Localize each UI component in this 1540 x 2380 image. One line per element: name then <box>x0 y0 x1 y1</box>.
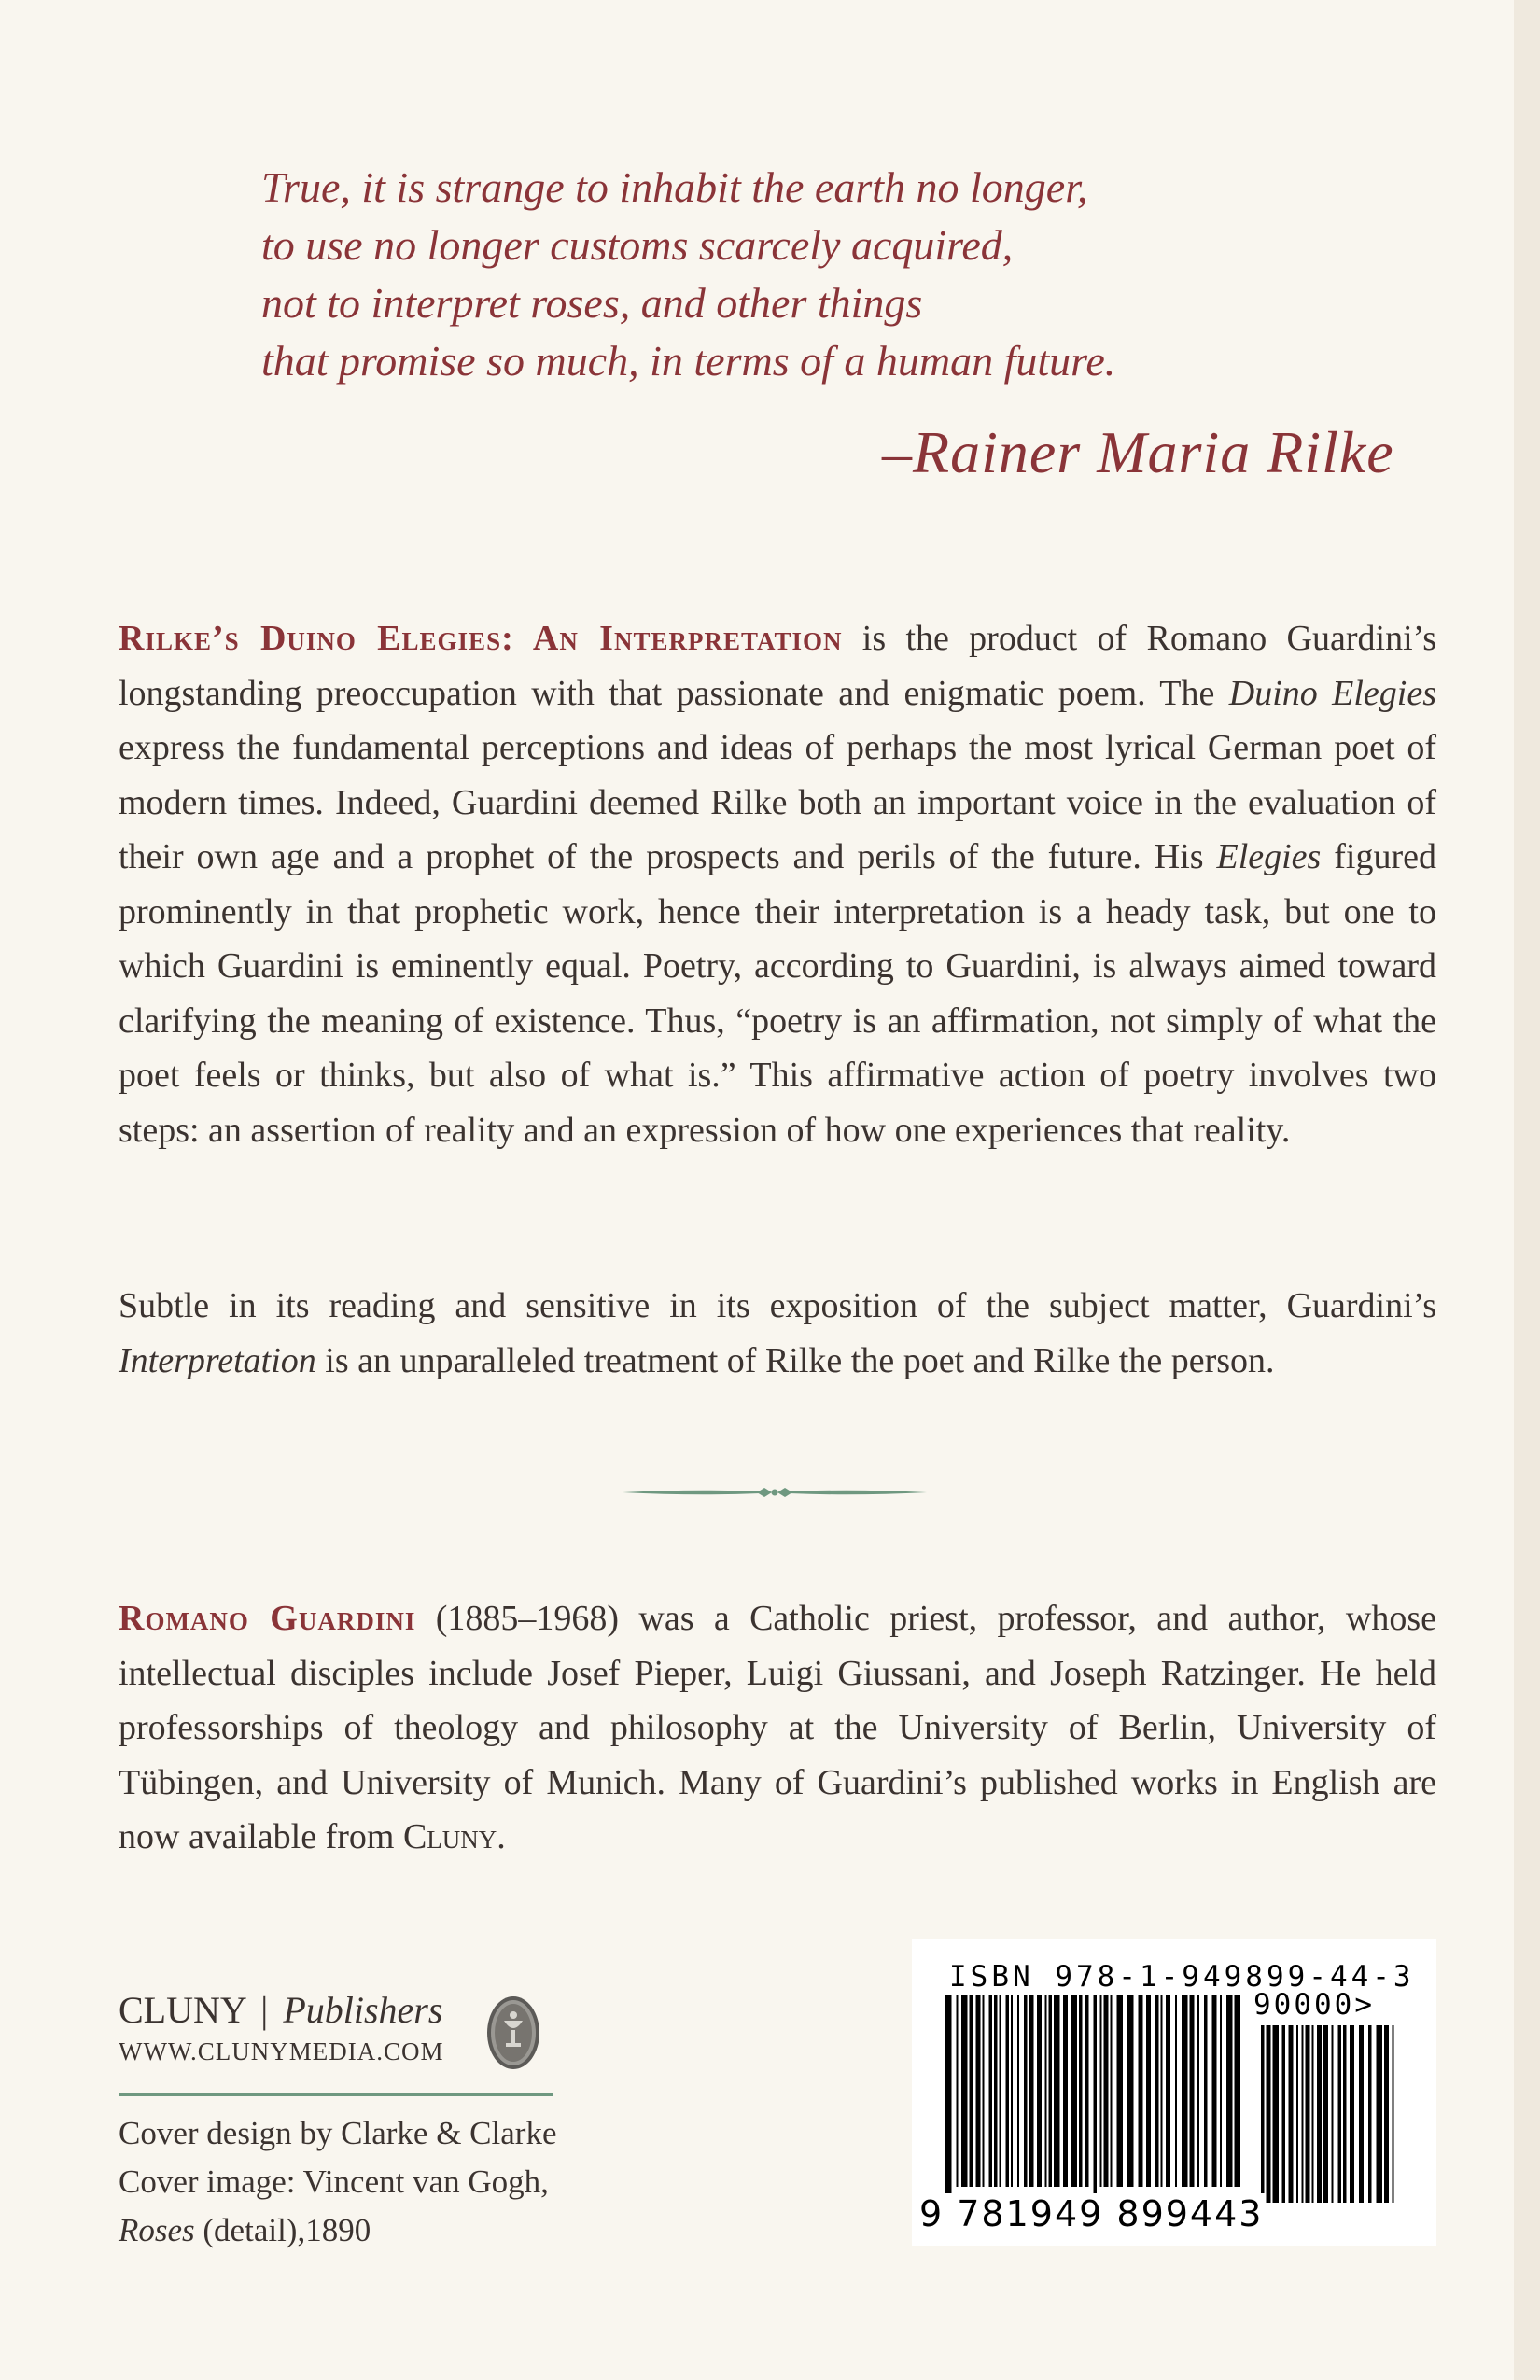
barcode-bar <box>1166 1995 1170 2187</box>
barcode-bar <box>1063 1995 1068 2187</box>
book-title: Rilke’s Duino Elegies: An Interpretation <box>119 619 843 658</box>
barcode-bar <box>1037 1995 1042 2187</box>
barcode-bar <box>1273 2025 1280 2203</box>
barcode-bar <box>1317 2025 1322 2203</box>
barcode-bar <box>1182 1995 1188 2187</box>
barcode-bar <box>1175 1995 1177 2187</box>
barcode-bar <box>994 1995 998 2187</box>
barcode-bar <box>1146 1995 1151 2187</box>
italic-title: Interpretation <box>119 1340 316 1380</box>
barcode-bar <box>1049 1995 1053 2187</box>
barcode-bar <box>1006 1995 1010 2187</box>
barcode-bar <box>1261 2025 1265 2203</box>
barcode-bar <box>1111 1995 1113 2187</box>
epigraph-line: that promise so much, in terms of a human future. <box>261 337 1116 385</box>
barcode-bar <box>1220 1995 1222 2187</box>
epigraph-line: not to interpret roses, and other things <box>261 279 923 327</box>
barcode-bar <box>1226 1995 1233 2187</box>
barcode-bar <box>1302 2025 1304 2203</box>
italic-title: Duino Elegies <box>1228 673 1436 713</box>
publisher-label: Publishers <box>283 1989 443 2031</box>
barcode-bar <box>1127 1995 1134 2187</box>
barcode-bar <box>1296 2025 1298 2203</box>
barcode-bar <box>1117 1995 1124 2187</box>
barcode-bar <box>1029 1995 1034 2187</box>
author-name: Romano Guardini <box>119 1599 416 1638</box>
barcode-bar <box>1204 1995 1208 2187</box>
barcode-bar <box>945 1995 952 2205</box>
barcode-bar <box>1384 2025 1389 2203</box>
epigraph-attribution: –Rainer Maria Rilke <box>882 419 1394 485</box>
barcode-digits-text: 9 781949 899443 <box>919 2193 1264 2234</box>
cover-image-credit: Cover image: Vincent van Gogh, <box>119 2163 549 2200</box>
publisher-url: WWW.CLUNYMEDIA.COM <box>119 2037 444 2065</box>
publisher-separator: | <box>260 1989 269 2031</box>
barcode-bar <box>1282 2025 1286 2203</box>
barcode-bar <box>976 1995 981 2187</box>
barcode-bar <box>961 1995 968 2187</box>
italic-title: Elegies <box>1216 837 1322 876</box>
barcode-bar <box>1197 1995 1199 2187</box>
description-text: figured prominently in that prophetic work, hence their interpretation is a heady task, but one to which Guardini is eminently equal. Poetry, according to Guardini, is always aimed toward clarifying the meaning of existence. Thus, “poetry is an affirmation, not simply of what the poet feels or thinks, but also of what is.” This affirmative action of poetry involves two steps: an assertion of reality and an expression of how one experiences that reality. <box>119 837 1437 1150</box>
barcode-bar <box>1011 1995 1013 2187</box>
barcode-bar <box>1368 2025 1372 2203</box>
barcode-bar <box>1094 1995 1098 2205</box>
barcode-bar <box>1332 2025 1334 2203</box>
epigraph-line: True, it is strange to inhabit the earth no longer, <box>261 163 1088 211</box>
barcode-bar <box>1289 2025 1294 2203</box>
barcode-bar <box>1306 2025 1310 2203</box>
barcode-bar <box>1235 1995 1241 2187</box>
author-bio <box>119 1591 1436 1865</box>
publisher-wordmark: CLUNY <box>119 1989 246 2031</box>
barcode-bar <box>1323 2025 1328 2203</box>
barcode-bar <box>1071 1995 1078 2187</box>
bio-end: . <box>497 1817 506 1856</box>
page-edge <box>1514 0 1540 2380</box>
publisher-reference: Cluny <box>402 1817 497 1856</box>
barcode-bar <box>1024 1995 1028 2187</box>
barcode-bar <box>1104 1995 1109 2187</box>
description-text: express the fundamental perceptions and ideas of perhaps the most lyrical German poet of modern times. Indeed, Guardini deemed Rilke both an important voice in the evaluation of their own age and a prophet of the prospects and perils of the future. His <box>119 728 1436 876</box>
barcode-bar <box>1017 1995 1019 2187</box>
barcode-bar <box>1100 1995 1102 2187</box>
barcode-digits <box>917 2193 1265 2234</box>
bio-text: (1885–1968) was a Catholic priest, professor, and author, whose intellectual disciples include Josef Pieper, Luigi Giussani, and Joseph Ratzinger. He held professorships of theology and philosophy at the University of Berlin, University of Tübingen, and University of Munich. Many of Guardini’s published works in English are now available from <box>119 1599 1436 1856</box>
isbn-label: ISBN 978-1-949899-44-3 <box>949 1960 1415 1994</box>
barcode-bar <box>1267 2025 1271 2203</box>
cover-image-detail: (detail),1890 <box>194 2212 371 2248</box>
description-text: is an unparalleled treatment of Rilke the poet and Rilke the person. <box>315 1340 1275 1380</box>
barcode-bar <box>1393 2025 1394 2203</box>
barcode-bar <box>1212 1995 1217 2187</box>
barcode-bar <box>1338 2025 1342 2203</box>
description-text: Subtle in its reading and sensitive in its exposition of the subject matter, Guardini’s <box>119 1286 1436 1325</box>
barcode-bar <box>1343 2025 1347 2203</box>
barcode-bar <box>1350 2025 1354 2203</box>
description-text: is the product of Romano Guardini’s longstanding preoccupation with that passionate and enigmatic poem. The <box>119 619 1436 713</box>
cover-image-title-line <box>119 2206 679 2255</box>
barcode-bar <box>1190 1995 1195 2187</box>
barcode-bar <box>957 1995 959 2187</box>
barcode-bar <box>1000 1995 1001 2187</box>
barcode-bar <box>989 1995 993 2187</box>
barcode-bar <box>1161 1995 1163 2187</box>
barcode-addon-bars <box>1259 2025 1408 2221</box>
barcode-bar <box>1377 2025 1383 2203</box>
barcode-bar <box>983 1995 985 2187</box>
barcode-bar <box>1085 1995 1089 2187</box>
barcode-bar <box>1045 1995 1047 2187</box>
barcode-bar <box>1359 2025 1364 2203</box>
barcode-main-bars <box>944 1995 1242 2205</box>
ornament-divider <box>621 1477 929 1507</box>
epigraph-quote <box>261 159 1363 390</box>
cover-image-title: Roses <box>119 2212 195 2248</box>
barcode-bar <box>1079 1995 1083 2187</box>
epigraph-line: to use no longer customs scarcely acquired, <box>261 221 1014 269</box>
barcode-bar <box>970 1995 973 2187</box>
publisher-divider <box>119 2093 553 2096</box>
description-paragraph-2 <box>119 1279 1436 1388</box>
barcode-bar <box>1139 1995 1143 2187</box>
description-paragraph-1 <box>119 611 1436 1157</box>
cover-design-credit: Cover design by Clarke & Clarke <box>119 2115 557 2151</box>
price-code: 90000> <box>1253 1988 1375 2022</box>
cover-credits <box>119 2109 679 2255</box>
barcode-bar <box>1155 1995 1159 2187</box>
publisher-seal-icon <box>485 1995 541 2071</box>
barcode-bar <box>1054 1995 1060 2187</box>
barcode-bar <box>1312 2025 1314 2203</box>
isbn-barcode <box>912 1939 1436 2246</box>
